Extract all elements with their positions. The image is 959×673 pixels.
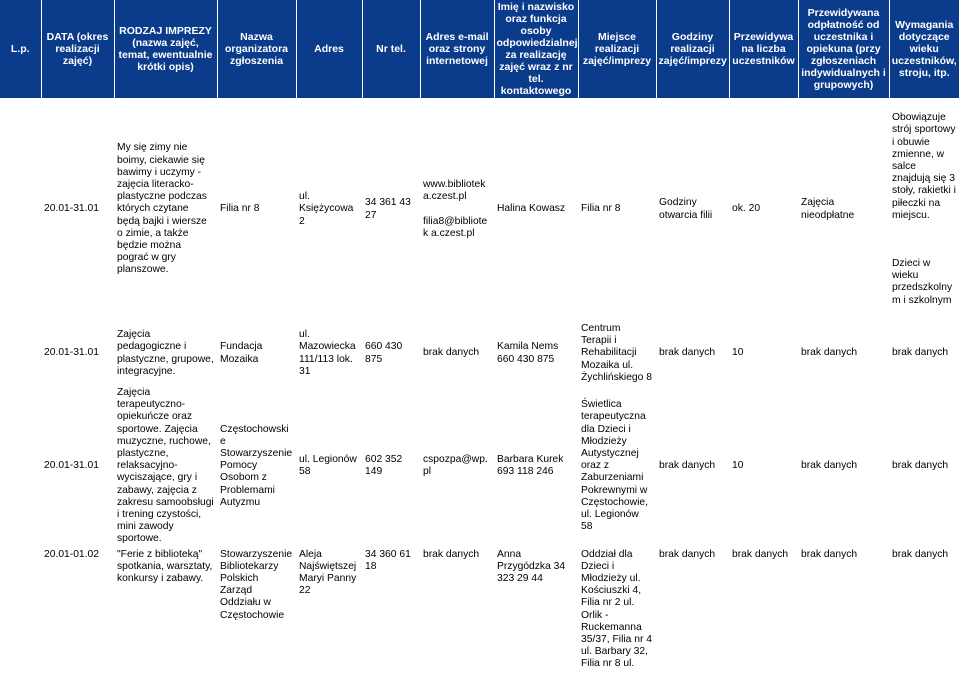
cell-lp <box>0 98 41 322</box>
header-contact: Imię i nazwisko oraz funkcja osoby odpowiedzialnej za realizację zajęć wraz z nr tel. kontaktowego <box>494 0 578 98</box>
header-organizer: Nazwa organizatora zgłoszenia <box>217 0 296 98</box>
cell-lp <box>0 547 41 672</box>
requirements-dress-code: Obowiązuje strój sportowy i obuwie zmienne, w salce znajdują się 3 stoły, rakietki i piłeczki na miejscu. <box>892 112 956 221</box>
header-event-type: RODZAJ IMPREZY (nazwa zajęć, temat, ewentualnie krótki opis) <box>114 0 217 98</box>
header-phone: Nr tel. <box>362 0 420 98</box>
header-place: Miejsce realizacji zajęć/imprezy <box>578 0 656 98</box>
cell-participants: brak danych <box>729 547 798 672</box>
website-link[interactable]: www.biblioteka.czest.pl <box>423 179 486 203</box>
cell-place: Centrum Terapii i Rehabilitacji Mozaika ul. Żychlińskiego 8 <box>578 322 656 386</box>
cell-address: Aleja Najświętszej Maryi Panny 22 <box>296 547 362 672</box>
cell-organizer: Filia nr 8 <box>217 98 296 322</box>
cell-place: Świetlica terapeutyczna dla Dzieci i Młodzieży Autystycznej oraz z Zaburzeniami Pokrewnymi w Częstochowie, ul. Legionów 58 <box>578 386 656 548</box>
header-fee: Przewidywana odpłatność od uczestnika i opiekuna (przy zgłoszeniach indywidualnych i grupowych) <box>798 0 889 98</box>
cell-lp <box>0 386 41 548</box>
header-date: DATA (okres realizacji zajęć) <box>41 0 114 98</box>
header-email: Adres e-mail oraz strony internetowej <box>420 0 494 98</box>
cell-place: Oddział dla Dzieci i Młodzieży ul. Kościuszki 4, Filia nr 2 ul. Orlik - Ruckemanna 35/37, Filia nr 4 ul. Barbary 32, Filia nr 8 ul. <box>578 547 656 672</box>
cell-hours: brak danych <box>656 386 729 548</box>
cell-phone: 602 352 149 <box>362 386 420 548</box>
cell-participants: ok. 20 <box>729 98 798 322</box>
cell-event: Zajęcia pedagogiczne i plastyczne, grupowe, integracyjne. <box>114 322 217 386</box>
header-row <box>0 0 959 98</box>
cell-event: My się zimy nie boimy, ciekawie się bawimy i uczymy - zajęcia literacko-plastyczne podczas których czytane będą bajki i wiersze o zimie, a także będzie można pograć w gry planszowe. <box>114 98 217 322</box>
cell-requirements: brak danych <box>889 322 959 386</box>
cell-requirements <box>889 98 959 322</box>
cell-fee: brak danych <box>798 322 889 386</box>
cell-address: ul. Mazowiecka 111/113 lok. 31 <box>296 322 362 386</box>
header-requirements: Wymagania dotyczące wieku uczestników, stroju, itp. <box>889 0 959 98</box>
cell-contact: Halina Kowasz <box>494 98 578 322</box>
cell-address: ul. Legionów 58 <box>296 386 362 548</box>
cell-hours: brak danych <box>656 547 729 672</box>
cell-date: 20.01-31.01 <box>41 386 114 548</box>
cell-requirements: brak danych <box>889 386 959 548</box>
cell-contact: Kamila Nems 660 430 875 <box>494 322 578 386</box>
cell-phone: 34 361 43 27 <box>362 98 420 322</box>
cell-email <box>420 98 494 322</box>
cell-fee: brak danych <box>798 547 889 672</box>
cell-hours: Godziny otwarcia filii <box>656 98 729 322</box>
cell-organizer: Częstochowskie Stowarzyszenie Pomocy Osobom z Problemami Autyzmu <box>217 386 296 548</box>
cell-phone: 660 430 875 <box>362 322 420 386</box>
cell-fee: brak danych <box>798 386 889 548</box>
cell-contact: Barbara Kurek 693 118 246 <box>494 386 578 548</box>
header-participants: Przewidywa na liczba uczestników <box>729 0 798 98</box>
cell-lp <box>0 322 41 386</box>
cell-event: "Ferie z biblioteką" spotkania, warsztaty, konkursy i zabawy. <box>114 547 217 672</box>
cell-hours: brak danych <box>656 322 729 386</box>
cell-email <box>420 386 494 548</box>
cell-participants: 10 <box>729 322 798 386</box>
cell-place: Filia nr 8 <box>578 98 656 322</box>
table-row <box>0 547 959 672</box>
cell-email: brak danych <box>420 547 494 672</box>
table-row <box>0 322 959 386</box>
email-link[interactable]: filia8@bibliotek a.czest.pl <box>423 215 488 239</box>
cell-participants: 10 <box>729 386 798 548</box>
cell-contact: Anna Przygódzka 34 323 29 44 <box>494 547 578 672</box>
cell-requirements: brak danych <box>889 547 959 672</box>
email-link[interactable]: cspozpa@wp.pl <box>423 454 488 478</box>
header-hours: Godziny realizacji zajęć/imprezy <box>656 0 729 98</box>
cell-phone: 34 360 61 18 <box>362 547 420 672</box>
table-row <box>0 386 959 548</box>
cell-email: brak danych <box>420 322 494 386</box>
cell-organizer: Stowarzyszenie Bibliotekarzy Polskich Zarząd Oddziału w Częstochowie <box>217 547 296 672</box>
cell-date: 20.01-01.02 <box>41 547 114 672</box>
cell-date: 20.01-31.01 <box>41 322 114 386</box>
table-row <box>0 98 959 322</box>
cell-event: Zajęcia terapeutyczno-opiekuńcze oraz sportowe. Zajęcia muzyczne, ruchowe, plastyczne, relaksacyjno-wyciszające, gry i zabawy, zajęcia z zakresu samoobsługi i trening czystości, mini zawody sportowe. <box>114 386 217 548</box>
cell-date: 20.01-31.01 <box>41 98 114 322</box>
requirements-age: Dzieci w wieku przedszkolny m i szkolnym <box>892 258 953 306</box>
header-lp: L.p. <box>0 0 41 98</box>
cell-address: ul. Księżycowa 2 <box>296 98 362 322</box>
cell-fee: Zajęcia nieodpłatne <box>798 98 889 322</box>
header-address: Adres <box>296 0 362 98</box>
cell-organizer: Fundacja Mozaika <box>217 322 296 386</box>
